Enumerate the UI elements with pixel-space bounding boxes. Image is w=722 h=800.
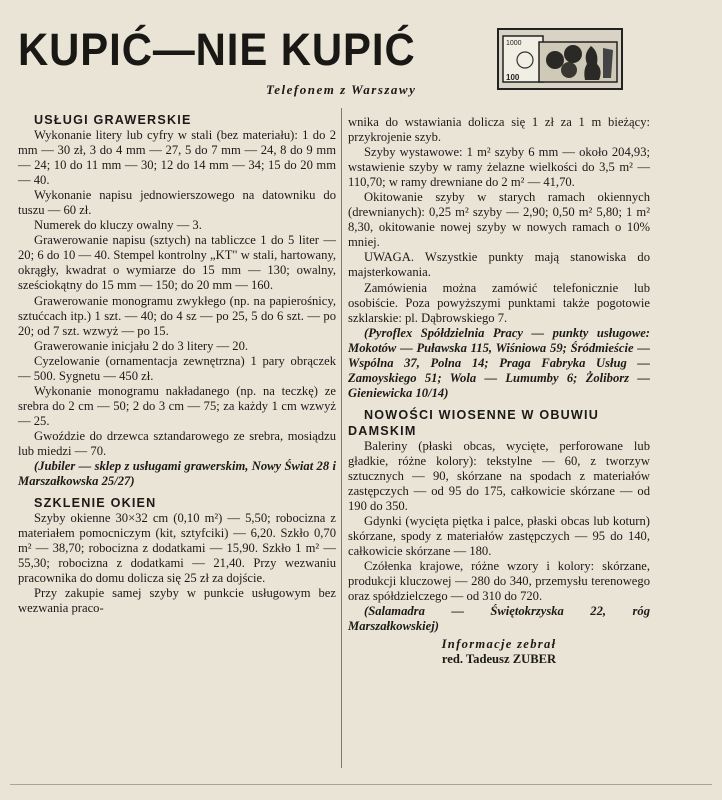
paragraph: Zamówienia można zamówić telefonicznie lub osobiście. Poza powyższymi punktami także pogotowie szklarskie: pl. Dąbrowskiego 7. — [348, 280, 650, 325]
paragraph: Grawerowanie napisu (sztych) na tabliczce 1 do 5 liter — 20; 6 do 10 — 40. Stempel kontrolny „KT" w stali, hartowany, okrągły, kwadrat o wymiarze do 15 mm — 130; owalny, sześciokątny do 15 mm — 150; do 20 mm — 160. — [18, 233, 336, 293]
paragraph: wnika do wstawiania dolicza się 1 zł za 1 m bieżący: przykrojenie szyb. — [348, 115, 650, 145]
credit-line: Informacje zebrał — [441, 636, 557, 651]
left-column — [18, 112, 336, 616]
paragraph: Cyzelowanie (ornamentacja zewnętrzna) 1 pary obrączek — 500. Sygnetu — 450 zł. — [18, 353, 336, 383]
source-note: (Jubiler — sklep z usługami grawerskim, Nowy Świat 28 i Marszałkowska 25/27) — [18, 459, 336, 489]
paragraph: Gdynki (wycięta piętka i palce, płaski obcas lub koturn) skórzane, spody z materiałów zastępczych — 95 do 140, całkowicie skórzane — 180. — [348, 514, 650, 559]
paragraph: Grawerowanie monogramu zwykłego (np. na papierośnicy, sztućcach itp.) 1 szt. — 40; do 4 sz — po 25, 5 do 6 szt. — po 20; od 7 szt. wzwyż — po 15. — [18, 293, 336, 338]
section-heading-engraving: USŁUGI GRAWERSKIE — [34, 113, 192, 127]
source-note: (Salamadra — Świętokrzyska 22, róg Marszałkowskiej) — [348, 604, 650, 634]
paragraph: Wykonanie litery lub cyfry w stali (bez materiału): 1 do 2 mm — 30 zł, 3 do 4 mm — 27, 5 do 7 mm — 24, 8 do 9 mm — 24; 10 do 11 mm — 30; 12 do 14 mm — 34; 15 do 20 mm — 40. — [18, 128, 336, 188]
banknote-top-number: 1000 — [506, 40, 522, 47]
paragraph: Wykonanie napisu jednowierszowego na datowniku do tuszu — 60 zł. — [18, 188, 336, 218]
article-title: KUPIĆ—NIE KUPIĆ — [18, 24, 416, 75]
paragraph: Gwoździe do drzewca sztandarowego ze srebra, mosiądzu lub miedzi — 70. — [18, 428, 336, 458]
paragraph: Numerek do kluczy owalny — 3. — [34, 218, 202, 233]
paragraph: Szyby okienne 30×32 cm (0,10 m²) — 5,50; robocizna z materiałem pomocniczym (kit, sztyfciki) — 6,20. Szkło 0,70 m² — 38,70; robocizna z dodatkami — 15,90. Szkło 1 m² — 55,30; robocizna z dodatkami — 21,40. Przy wezwaniu pracownika do domu dolicza się 25 zł za dojście. — [18, 511, 336, 586]
bottom-rule — [10, 784, 712, 785]
article-byline: Telefonem z Warszawy — [266, 82, 417, 97]
notice-paragraph: UWAGA. Wszystkie punkty mają stanowiska do majsterkowania. — [348, 250, 650, 280]
paragraph: Przy zakupie samej szyby w punkcie usługowym bez wezwania praco- — [18, 586, 336, 616]
paragraph: Czółenka krajowe, różne wzory i kolory: skórzane, produkcji kluczowej — 280 do 340, przemysłu terenowego oraz spółdzielczego — od 310 do 720. — [348, 559, 650, 604]
banknote-coins-illustration-icon — [497, 28, 623, 90]
source-note: (Pyroflex Spółdzielnia Pracy — punkty usługowe: Mokotów — Puławska 115, Wiśniowa 59; Śródmieście — Wspólna 37, Polna 14; Praga Fabryka Usług — Zamoyskiego 51; Wola — Lumumby 6; Żoliborz — Gieniewicka 10/14) — [348, 325, 650, 400]
column-divider — [341, 108, 342, 768]
paragraph: Grawerowanie inicjału 2 do 3 litery — 20. — [34, 338, 249, 353]
paragraph: Okitowanie szyby w starych ramach okiennych (drewnianych): 0,25 m² szyby — 2,90; 0,50 m² 5,80; 1 m² 8,30, okitowanie nowej szyby w nowych ramach o 10% mniej. — [348, 190, 650, 250]
right-column — [348, 115, 650, 667]
author-name: red. Tadeusz ZUBER — [441, 651, 557, 666]
section-heading-glazing: SZKLENIE OKIEN — [34, 496, 157, 511]
banknote-bottom-number: 100 — [506, 73, 520, 82]
paragraph: Szyby wystawowe: 1 m² szyby 6 mm — około 204,93; wstawienie szyby w ramy żelazne wielkości do 3,5 m² — 110,70; w ramy drewniane do 2 m² — 41,70. — [348, 145, 650, 190]
section-heading-footwear: NOWOŚCI WIOSENNE W OBUWIU DAMSKIM — [348, 407, 599, 438]
paragraph: Wykonanie monogramu nakładanego (np. na teczkę) ze srebra do 2 cm — 50; 2 do 3 cm — 75; za każdy 1 cm wzwyż — 25. — [18, 383, 336, 428]
paragraph: Baleriny (płaski obcas, wycięte, perforowane lub gładkie, różne kolory): tekstylne — 60, z tworzyw sztucznych — 90, skórzane na spodach z materiałów zastępczych — od 95 do 175, całkowicie skórzane — od 190 do 350. — [348, 438, 650, 514]
